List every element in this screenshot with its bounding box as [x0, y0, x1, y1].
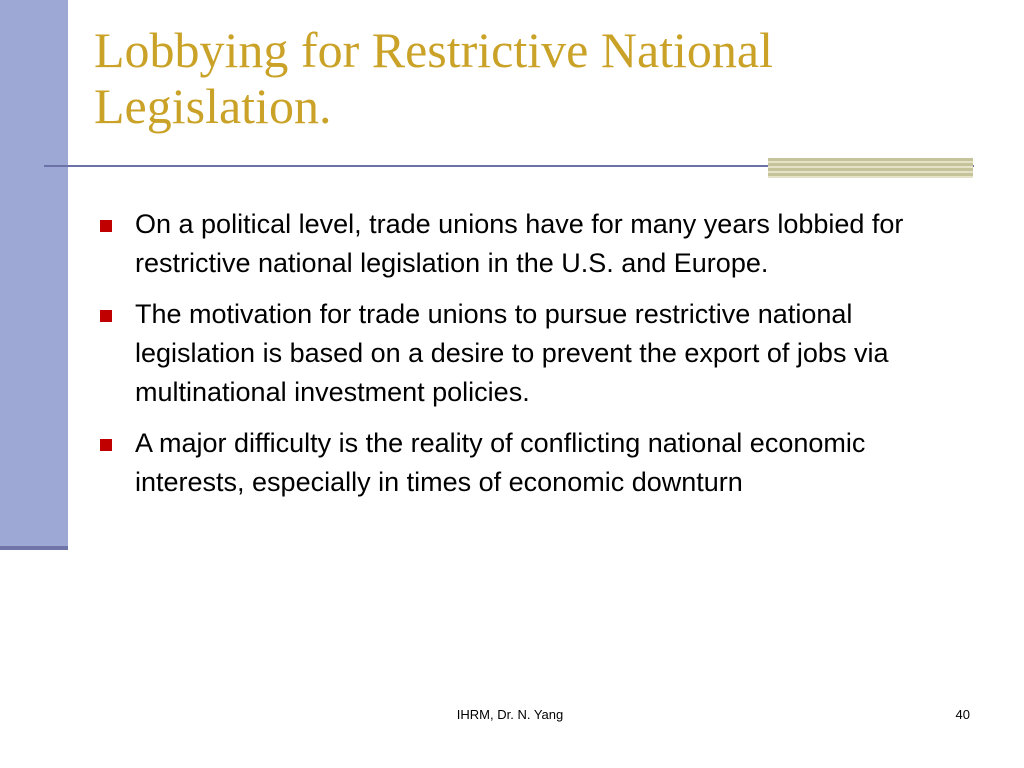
bullet-item: [98, 424, 958, 502]
striped-accent-block: [768, 158, 973, 178]
bullet-item: [98, 205, 958, 283]
bullet-text: The motivation for trade unions to pursue restrictive national legislation is based on a desire to prevent the export of jobs via multinational investment policies.: [135, 299, 889, 407]
bullet-text: On a political level, trade unions have for many years lobbied for restrictive national legislation in the U.S. and Europe.: [135, 209, 904, 278]
left-decorative-bar: [0, 0, 68, 548]
square-bullet-icon: [100, 310, 112, 322]
square-bullet-icon: [100, 439, 112, 451]
bullet-list: [98, 205, 958, 514]
slide-title: [94, 22, 974, 134]
left-bar-shadow: [0, 546, 68, 550]
slide-title-line-1: Lobbying for Restrictive National: [94, 22, 774, 78]
page-number: 40: [955, 707, 970, 722]
slide-title-line-2: Legislation.: [94, 78, 332, 134]
footer-author: IHRM, Dr. N. Yang: [456, 707, 564, 722]
bullet-item: [98, 295, 958, 412]
square-bullet-icon: [100, 220, 112, 232]
bullet-text: A major difficulty is the reality of conflicting national economic interests, especially in times of economic downturn: [135, 428, 866, 497]
